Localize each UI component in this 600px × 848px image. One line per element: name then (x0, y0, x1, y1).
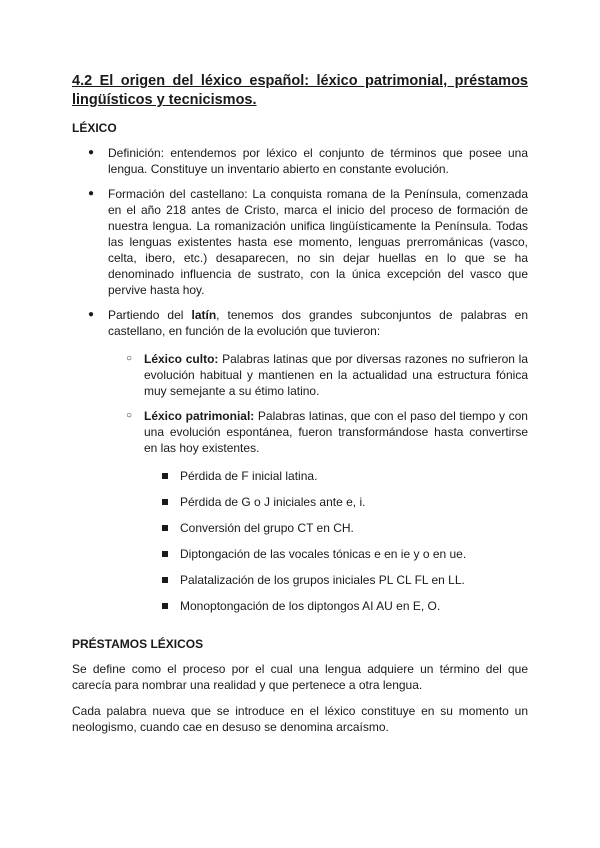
list-item-change (144, 546, 528, 562)
lexico-subtypes-list (108, 351, 528, 614)
bullet-icon: ● (88, 309, 95, 320)
partiendo-text-before: Partiendo del (108, 308, 192, 322)
square-bullet-icon (162, 473, 168, 479)
lexico-culto-label: Léxico culto: (144, 352, 219, 366)
lexico-list (72, 145, 528, 614)
lexico-culto-text: Palabras latinas que por diversas razones no sufrieron la evolución habitual y mantienen en la actualidad una estructura fónica muy semejante a su étimo latino. (144, 352, 529, 398)
list-item-change (144, 468, 528, 484)
section-heading-lexico: LÉXICO (72, 121, 117, 135)
bullet-icon: ● (88, 147, 95, 158)
square-bullet-icon (162, 603, 168, 609)
list-item-formacion (72, 186, 528, 298)
section-spacer (72, 624, 528, 636)
change-text: Pérdida de F inicial latina. (180, 469, 318, 483)
change-text: Palatalización de los grupos iniciales PL CL FL en LL. (180, 573, 465, 587)
title-line-2: lingüísticos y tecnicismos. (72, 92, 257, 108)
list-item-lexico-culto (108, 351, 528, 399)
prestamos-paragraph-2: Cada palabra nueva que se introduce en el léxico constituye en su momento un neologismo, cuando cae en desuso se denomina arcaísmo. (72, 704, 528, 734)
square-bullet-icon (162, 551, 168, 557)
circle-bullet-icon: ○ (126, 353, 133, 364)
list-item-change (144, 494, 528, 510)
square-bullet-icon (162, 525, 168, 531)
section-heading-prestamos: PRÉSTAMOS LÉXICOS (72, 637, 204, 651)
document-page (72, 72, 528, 745)
change-text: Monoptongación de los diptongos AI AU en E, O. (180, 599, 441, 613)
patrimonial-changes-list (144, 468, 528, 614)
change-text: Pérdida de G o J iniciales ante e, i. (180, 495, 366, 509)
definicion-text: Definición: entendemos por léxico el conjunto de términos que posee una lengua. Constituye un inventario abierto en constante evolución. (108, 146, 528, 176)
lexico-patrimonial-label: Léxico patrimonial: (144, 409, 255, 423)
partiendo-text-after: , tenemos dos grandes subconjuntos de palabras en castellano, en función de la evolución que tuvieron: (108, 308, 528, 338)
lexico-patrimonial-text: Palabras latinas, que con el paso del tiempo y con una evolución espontánea, fueron transformándose hasta convertirse en las hoy existentes. (144, 409, 528, 455)
document-title (72, 72, 528, 110)
bullet-icon: ● (88, 188, 95, 199)
list-item-lexico-patrimonial (108, 408, 528, 614)
prestamos-paragraph-1: Se define como el proceso por el cual una lengua adquiere un término del que carecía para nombrar una realidad y que pertenece a otra lengua. (72, 662, 528, 692)
list-item-change (144, 598, 528, 614)
change-text: Diptongación de las vocales tónicas e en ie y o en ue. (180, 547, 467, 561)
list-item-partiendo (72, 307, 528, 614)
change-text: Conversión del grupo CT en CH. (180, 521, 354, 535)
formacion-text: Formación del castellano: La conquista romana de la Península, comenzada en el año 218 antes de Cristo, marca el inicio del proceso de formación de nuestra lengua. La romanización unifica lingüísticamente la Península. Todas las lenguas existentes hasta ese momento, lenguas prerrománicas (vasco, celta, ibero, etc.) desaparecen, no sin dejar huellas en lo que se ha denominado influencia de sustrato, con la única excepción del vasco que pervive hasta hoy. (108, 187, 528, 297)
list-item-change (144, 520, 528, 536)
square-bullet-icon (162, 577, 168, 583)
partiendo-text-bold: latín (191, 308, 217, 322)
title-line-1: 4.2 El origen del léxico español: léxico patrimonial, préstamos (72, 73, 528, 89)
circle-bullet-icon: ○ (126, 410, 133, 421)
list-item-change (144, 572, 528, 588)
list-item-definicion (72, 145, 528, 177)
square-bullet-icon (162, 499, 168, 505)
